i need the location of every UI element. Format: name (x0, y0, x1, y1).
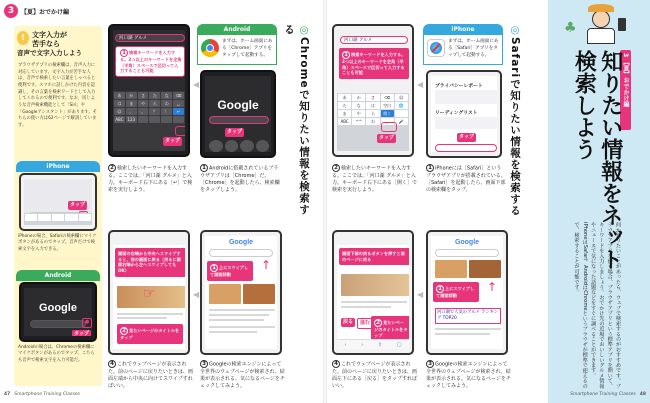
android-step3-caption (108, 360, 194, 391)
search-field[interactable] (435, 144, 497, 152)
swipe-hand-icon: ☞ (143, 286, 156, 302)
iphone-step2-callout (339, 48, 409, 79)
caption-text: これでウェブページが表示された。前のページに戻りたいときは、画面左下にある［戻る］をタップすればいい。 (332, 361, 418, 390)
sidebar-iphone-caption: iPhoneの場合、Safariの検索欄にマイクボタンがあるのでタップ。音声だけで検索文字を入力できる。 (18, 234, 97, 252)
caption-text: Googleの検索エンジンによって全世界のウェブページが検索され、結果が表示される。気になるページをチェックしてみよう。 (426, 361, 511, 390)
iphone-header: iPhone (423, 24, 503, 35)
iphone-step1-caption (426, 164, 506, 195)
privacy-report-label: プライバシーレポート (435, 84, 483, 89)
iphone-step4-caption (426, 360, 512, 391)
android-step4-caption (200, 360, 286, 391)
swipe-up-arrow-icon: ↑ (261, 258, 272, 272)
callout-text: 見たいページのタイトルをタップ (120, 328, 180, 340)
android-step1-tap: タップ (227, 129, 243, 135)
chrome-icon[interactable] (201, 39, 219, 57)
swipe-up-arrow-icon: ↑ (487, 280, 498, 294)
open-key-highlight[interactable] (381, 122, 397, 132)
chapter-tab (4, 4, 84, 18)
iphone-step2-screenshot: 河口湖 グルメ 1 検索キーワードを入力する。2つ以上のキーワードを全角（半角）スペースで区切って入力することも可能 あ か さ ⌫ ☺ た な は 空白 🌐 ま や ら 開く ABC ^^ わ 、 🎤 タップ (332, 24, 414, 157)
iphone-step4-screenshot (426, 230, 508, 355)
sidebar-title-1: 文字入力が (32, 31, 67, 39)
right-page-number: 48 (639, 392, 646, 397)
android-step2-caption (108, 164, 194, 195)
right-footer-brand: Smartphone Training Classes (570, 392, 636, 397)
sidebar-android-tap: タップ (72, 330, 91, 336)
blue-dot-icon: ◎ (509, 24, 521, 37)
callout-text: 画面下部の戻るボタンを押すと前のページに戻る (342, 251, 405, 262)
enter-key-highlight[interactable] (175, 126, 185, 136)
sidebar-iphone-screenshot (19, 173, 97, 231)
step-number-icon: 1 (342, 51, 350, 59)
sidebar-iphone-tap: タップ (70, 202, 86, 208)
iphone-step2-caption (332, 164, 418, 195)
callout-text: 見たいページのタイトルをタップ (374, 320, 408, 338)
android-step3-callout-b (117, 324, 183, 344)
lead-text: 何か知りたいことがあったら、ウェブで検索するのがおすすめです。ブラウザアプリを使う場合、ブラウザアプリという標準アプリを開いて、キーワードを入力しましょう。おでかけ先の近場でおいしいグルメ情報やニュースで気になった話題などをすぐに調べることができます。iPhoneはSafari、AndroidはChromeというブラウザが標準で使えるので、検索することが可能です。 (573, 222, 621, 389)
iphone-step4-callout (433, 282, 479, 302)
share-icon[interactable]: ⇪ (377, 341, 383, 348)
back-arrow-icon[interactable]: ‹ (344, 341, 347, 348)
green-dot-icon: ◎ (298, 24, 310, 37)
iphone-step2-tap: タップ (379, 135, 395, 141)
search-field-value: 河口湖 グルメ (344, 38, 373, 43)
left-footer-brand: Smartphone Training Classes (14, 392, 80, 397)
caption-text: Androidに搭載されているブラウザアプリは［Chrome］だ。［Chrome］を起動したら、検索欄をタップしよう。 (200, 165, 280, 194)
sidebar-title-3: 音声で文字入力しよう (17, 49, 82, 57)
callout-text: 検索キーワードを入力する。2つ以上のキーワードを全角（半角）スペースで区切って入力することも可能 (342, 52, 406, 76)
forward-button[interactable]: 進む (357, 318, 373, 329)
sidebar-iphone-header: iPhone (16, 161, 100, 172)
flow-arrow-icon: ◀ (417, 80, 424, 89)
left-page-number: 47 (4, 392, 11, 397)
step-number-icon: 1 (436, 285, 444, 293)
caption-text: 検索したいキーワードを入力する。ここでは、「河口湖 グルメ」と入力。キーボード右下にある［↵］で検索を実行しよう。 (108, 165, 193, 194)
sidebar-android-caption: Androidの場合は、Chromeの検索欄にマイクボタンがあるのでタップ。こちらも音声で検索文字を入力可能だ。 (18, 345, 95, 363)
step-number-icon: 2 (374, 319, 382, 327)
android-header: Android (197, 24, 277, 35)
step-number-icon: 1 (120, 49, 128, 57)
android-step2-screenshot: 河口湖 グルメ 1 検索キーワードを入力する。2つ以上のキーワードを全角（半角）スペースで区切って入力することも可能 あ か さ た な ⌫ は ま や ら わ ␣ ☺ 、 。 ？ ！ ↵ ABC 123 タップ (108, 24, 190, 157)
microphone-icon[interactable]: ● (82, 318, 92, 328)
android-step2-callout (115, 46, 185, 77)
chapter-section: 【夏】おでかけ編 (21, 9, 69, 16)
chapter-number: 3 (4, 4, 18, 18)
caption-text: Googleの検索エンジンによって全世界のウェブページが検索され、結果が表示される。気になるページをチェックしてみよう。 (200, 361, 285, 390)
google-logo: Google (454, 239, 480, 246)
step-number-icon: 2 (120, 327, 128, 335)
callout-text: 画面の右端から中央へスワイプすると、前の画面に戻る（戻るに画面右端から左へスワイプしてもOK） (118, 251, 181, 274)
caption-text: 検索したいキーワードを入力する。ここでは、「河口湖 グルメ」と入力。キーボード右下にある［開く］で検索を実行しよう。 (332, 165, 418, 194)
title-text: Chromeで知りたい情報を検索する (283, 24, 310, 216)
iphone-step1-screenshot (426, 70, 502, 158)
forward-arrow-icon[interactable]: › (361, 341, 364, 348)
step-number-icon: 2 (108, 164, 116, 172)
iphone-step1-box (423, 35, 503, 65)
main-title: 知りたい情報をネット検索しよう (571, 50, 623, 270)
iphone-step3-callout-a (339, 248, 409, 265)
google-logo: Google (228, 239, 254, 246)
sidebar-android-header: Android (16, 270, 100, 281)
illustration (562, 4, 642, 44)
android-step1-text: まずは、ホーム画面にある［Chrome］アプリをタップして起動する。 (222, 39, 273, 58)
iphone-step3-caption (332, 360, 418, 391)
chrome-section-title (282, 24, 312, 224)
caption-text: これでウェブページが表示された。前のページに戻りたいときは、画面左端から中央に向けてスワイプすればいい。 (108, 361, 193, 390)
google-logo: Google (217, 98, 259, 112)
safari-section-title (508, 24, 523, 224)
iphone-step1-text: まずは、ホーム画面にある［Safari］アプリをタップして起動する。 (448, 39, 499, 58)
step-number-icon: 1 (200, 164, 208, 172)
smartphone-icon (618, 18, 626, 31)
android-step4-callout (207, 261, 253, 281)
search-field-value: 河口湖 グルメ (119, 36, 148, 41)
bookmark-icon[interactable]: ▢ (396, 341, 402, 348)
back-button[interactable]: 戻る (343, 319, 354, 325)
caption-text: iPhoneには［Safari］というブラウザアプリが搭載されている。［Safari］を起動したら、画面下部の検索欄をタップ。 (426, 165, 506, 194)
sidebar-body: ブラウザアプリの検索欄は、音声入力に対応しています。文字入力が苦手な人は、音声で検索したい言葉をしゃべると便利です。スマホに話しかけた内容を認識し、その言葉を検索ワードとして入力してくれるので便利です。なお、同じような音声検索機能として「Siri」や「Googleアシスタント」があります。そちらの使い方は62ページで解説しています。 (18, 63, 97, 128)
search-result-title[interactable]: 河口湖で人気のグルメ ランキング TOP20 (435, 308, 501, 324)
android-step3-callout-a (115, 248, 185, 277)
android-step3-screenshot (108, 230, 190, 355)
safari-icon[interactable] (427, 39, 445, 57)
android-step1-box (197, 35, 277, 65)
step-number-icon: 4 (332, 360, 340, 368)
person-illustration-icon (592, 10, 610, 28)
callout-text: 上にスワイプして画面移動 (436, 286, 475, 298)
android-step4-screenshot (200, 230, 282, 355)
title-text: Safariで知りたい情報を検索する (509, 37, 521, 217)
gutter (323, 0, 327, 403)
search-field[interactable] (209, 116, 269, 124)
callout-text: 上にスワイプして画面移動 (210, 265, 249, 277)
voice-input-sidebar (14, 26, 102, 386)
tree-icon: ♣ (564, 20, 577, 36)
callout-text: 検索キーワードを入力する。2つ以上のキーワードを全角（半角）スペースで区切って入力することも可能 (120, 50, 182, 74)
flow-arrow-icon: ◀ (193, 290, 200, 299)
android-step1-caption (200, 164, 280, 195)
step-number-icon: 1 (210, 264, 218, 272)
right-footer (510, 392, 646, 401)
step-number-icon: 2 (332, 164, 340, 172)
reading-list-label: リーディングリスト (435, 111, 478, 116)
left-footer (4, 392, 144, 401)
flow-arrow-icon: ◀ (417, 290, 424, 299)
iphone-step3-callout-b (371, 316, 409, 341)
lightbulb-icon: ! (17, 31, 29, 45)
step-number-icon: 1 (426, 164, 434, 172)
sidebar-title-2: 苦手なら (32, 40, 60, 48)
step-number-icon: 3 (426, 360, 434, 368)
title-panel (548, 0, 650, 403)
android-step2-tap: タップ (165, 138, 181, 144)
google-logo: Google (39, 302, 77, 314)
iphone-step1-tap: タップ (459, 134, 475, 140)
step-number-icon: 3 (200, 360, 208, 368)
sidebar-android-screenshot (19, 282, 97, 342)
iphone-step3-screenshot (332, 230, 414, 355)
android-step1-screenshot (200, 70, 276, 158)
step-number-icon: 4 (108, 360, 116, 368)
title-chapter-number: 3 (622, 53, 629, 58)
title-chapter-section: 【夏】おでかけ編 (622, 59, 629, 108)
flow-arrow-icon: ◀ (193, 80, 200, 89)
